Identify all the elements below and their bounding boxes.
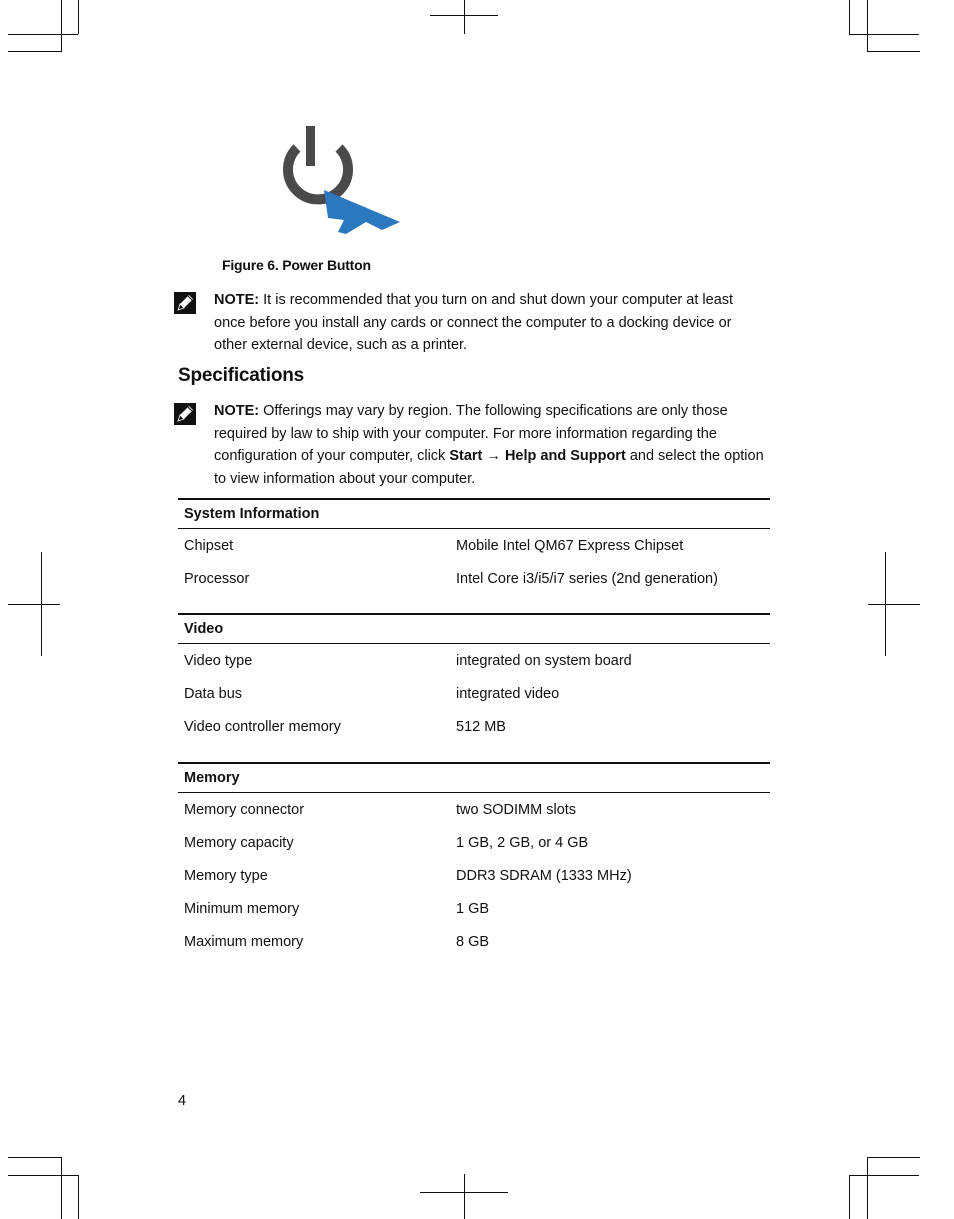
arrow-glyph: → xyxy=(482,448,505,464)
table-row xyxy=(178,678,770,711)
note-body: Offerings may vary by region. The following specifications are only those required by law to ship with your computer. For more information regarding the configuration of your computer, click xyxy=(214,403,728,464)
crop-mark xyxy=(8,34,78,35)
spec-key: Minimum memory xyxy=(184,901,300,917)
table-row xyxy=(178,563,770,596)
figure-caption: Figure 6. Power Button xyxy=(222,257,371,273)
table-row xyxy=(178,893,770,926)
crop-mark xyxy=(8,604,60,605)
spec-key: Memory type xyxy=(184,868,268,884)
table-row xyxy=(178,530,770,563)
spec-key: Maximum memory xyxy=(184,934,304,950)
crop-mark xyxy=(420,1192,508,1193)
table-title: System Information xyxy=(178,498,770,529)
table-row xyxy=(178,645,770,678)
crop-mark xyxy=(849,1175,919,1176)
spec-value: 512 MB xyxy=(456,719,506,735)
crop-mark xyxy=(867,51,920,52)
crop-mark xyxy=(867,1157,920,1158)
page-number: 4 xyxy=(178,1093,187,1109)
crop-mark xyxy=(8,51,61,52)
crop-mark xyxy=(867,1157,868,1219)
power-button-with-cursor-icon xyxy=(268,122,408,242)
spec-value: 8 GB xyxy=(456,934,490,950)
crop-mark xyxy=(849,34,919,35)
spec-value: integrated video xyxy=(456,686,560,702)
spec-value: integrated on system board xyxy=(456,653,632,669)
crop-mark xyxy=(430,15,498,16)
spec-key: Memory capacity xyxy=(184,835,294,851)
section-heading: Specifications xyxy=(178,365,305,386)
crop-mark xyxy=(867,0,868,52)
spec-value: DDR3 SDRAM (1333 MHz) xyxy=(456,868,632,884)
crop-mark xyxy=(8,1175,78,1176)
note-block xyxy=(174,289,764,359)
crop-mark xyxy=(464,0,465,34)
spec-table-video xyxy=(178,614,770,744)
crop-mark xyxy=(78,1175,79,1219)
table-divider xyxy=(178,596,770,614)
crop-mark xyxy=(868,604,920,605)
table-row xyxy=(178,711,770,744)
start-menu-ref: Start xyxy=(449,448,483,464)
spec-value: Mobile Intel QM67 Express Chipset xyxy=(456,538,684,554)
crop-mark xyxy=(8,1157,61,1158)
table-row xyxy=(178,926,770,959)
note-block xyxy=(174,400,764,490)
table-row xyxy=(178,860,770,893)
spec-value: two SODIMM slots xyxy=(456,802,577,818)
spec-table-system xyxy=(178,498,770,614)
crop-mark xyxy=(78,0,79,34)
spec-key: Video type xyxy=(184,653,253,669)
crop-mark xyxy=(61,0,62,52)
table-title: Memory xyxy=(178,762,770,793)
spec-value: Intel Core i3/i5/i7 series (2nd generation) xyxy=(456,571,718,587)
spec-value: 1 GB xyxy=(456,901,490,917)
crop-mark xyxy=(849,1175,850,1219)
help-support-ref: Help and Support xyxy=(504,448,626,464)
note-pencil-icon xyxy=(174,403,196,425)
note-pencil-icon xyxy=(174,292,196,314)
spec-key: Chipset xyxy=(184,538,234,554)
table-row xyxy=(178,794,770,827)
note-text xyxy=(214,289,764,357)
spec-key: Memory connector xyxy=(184,802,305,818)
spec-key: Data bus xyxy=(184,686,243,702)
note-label: NOTE: xyxy=(214,292,260,308)
spec-key: Video controller memory xyxy=(184,719,341,735)
note-body: and select the option to view information about your computer. xyxy=(214,448,764,487)
crop-mark xyxy=(464,1174,465,1219)
crop-mark xyxy=(849,0,850,34)
note-body: It is recommended that you turn on and shut down your computer at least once before you install any cards or connect the computer to a docking device or other external device, such as a printer. xyxy=(214,292,734,353)
spec-value: 1 GB, 2 GB, or 4 GB xyxy=(456,835,589,851)
note-label: NOTE: xyxy=(214,403,260,419)
table-row xyxy=(178,827,770,860)
table-title: Video xyxy=(178,614,770,644)
crop-mark xyxy=(61,1157,62,1219)
spec-key: Processor xyxy=(184,571,250,587)
spec-table-memory xyxy=(178,762,770,959)
note-text xyxy=(214,400,764,490)
